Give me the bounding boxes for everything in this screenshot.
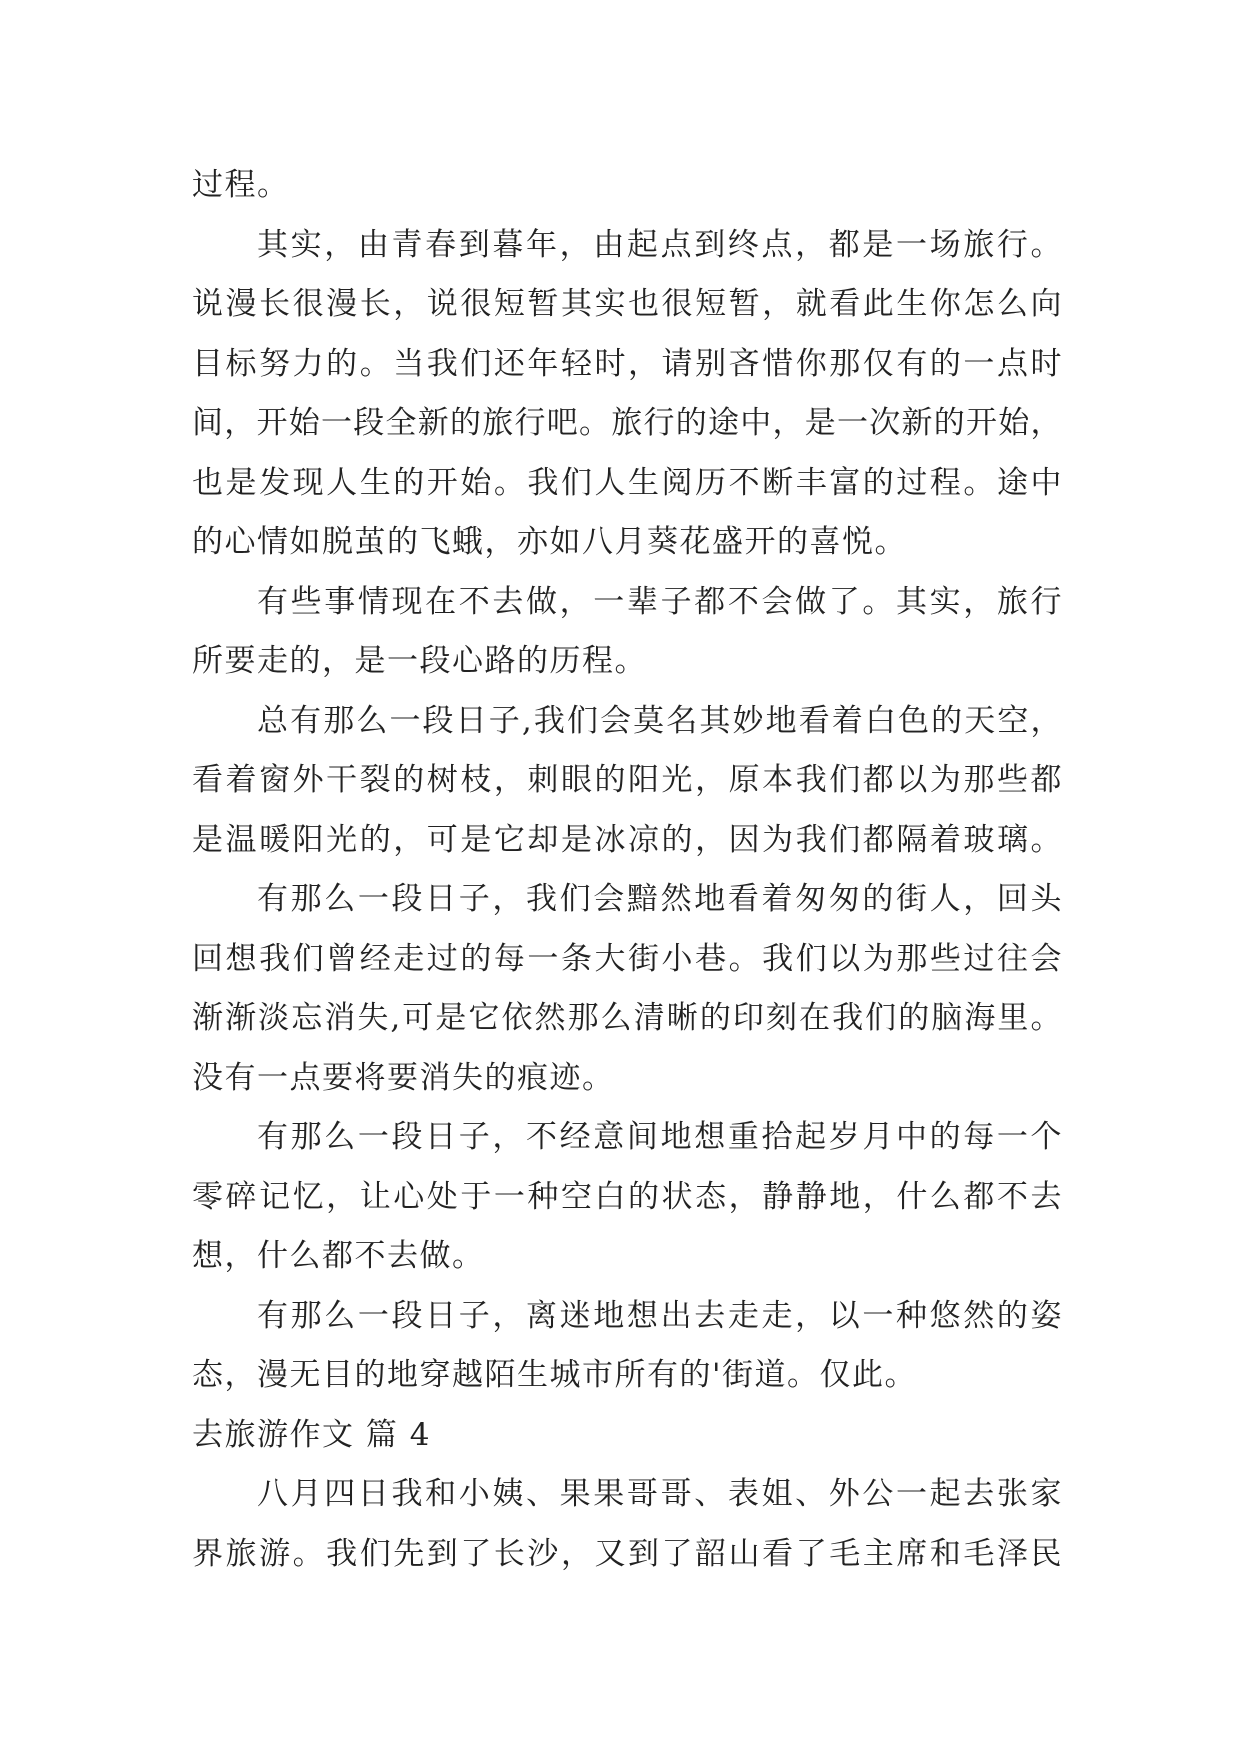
text-line: 目标努力的。当我们还年轻时，请别吝惜你那仅有的一点时 [192, 345, 1062, 382]
text-line: 也是发现人生的开始。我们人生阅历不断丰富的过程。途中 [192, 464, 1062, 501]
text-line: 总有那么一段日子,我们会莫名其妙地看着白色的天空， [257, 702, 1062, 739]
text-line: 态，漫无目的地穿越陌生城市所有的'街道。仅此。 [192, 1357, 918, 1393]
text-line: 没有一点要将要消失的痕迹。 [192, 1059, 615, 1096]
section-heading: 去旅游作文 篇 4 [192, 1416, 431, 1453]
text-line: 有那么一段日子，离迷地想出去走走，以一种悠然的姿 [257, 1297, 1062, 1334]
text-line: 看着窗外干裂的树枝，刺眼的阳光，原本我们都以为那些都 [192, 762, 1062, 798]
text-line: 间，开始一段全新的旅行吧。旅行的途中，是一次新的开始， [192, 405, 1062, 441]
text-line: 回想我们曾经走过的每一条大街小巷。我们以为那些过往会 [192, 940, 1062, 977]
text-line: 界旅游。我们先到了长沙，又到了韶山看了毛主席和毛泽民 [192, 1535, 1062, 1572]
text-line: 渐渐淡忘消失,可是它依然那么清晰的印刻在我们的脑海里。 [192, 1000, 1062, 1036]
text-line: 其实，由青春到暮年，由起点到终点，都是一场旅行。 [257, 226, 1062, 263]
text-line: 零碎记忆，让心处于一种空白的状态，静静地，什么都不去 [192, 1178, 1062, 1215]
text-line: 有那么一段日子，我们会黯然地看着匆匆的街人，回头 [257, 881, 1062, 917]
text-line: 的心情如脱茧的飞蛾，亦如八月葵花盛开的喜悦。 [192, 524, 907, 560]
text-line: 是温暖阳光的，可是它却是冰凉的，因为我们都隔着玻璃。 [192, 821, 1062, 858]
text-line: 有些事情现在不去做，一辈子都不会做了。其实，旅行 [257, 583, 1062, 620]
text-line: 说漫长很漫长，说很短暂其实也很短暂，就看此生你怎么向 [192, 286, 1062, 322]
text-line: 八月四日我和小姨、果果哥哥、表姐、外公一起去张家 [257, 1476, 1062, 1512]
text-line: 过程。 [192, 167, 290, 203]
text-line: 所要走的，是一段心路的历程。 [192, 643, 647, 679]
text-line: 想，什么都不去做。 [192, 1238, 485, 1274]
document-body [192, 156, 1062, 1584]
text-line: 有那么一段日子，不经意间地想重拾起岁月中的每一个 [257, 1119, 1062, 1155]
